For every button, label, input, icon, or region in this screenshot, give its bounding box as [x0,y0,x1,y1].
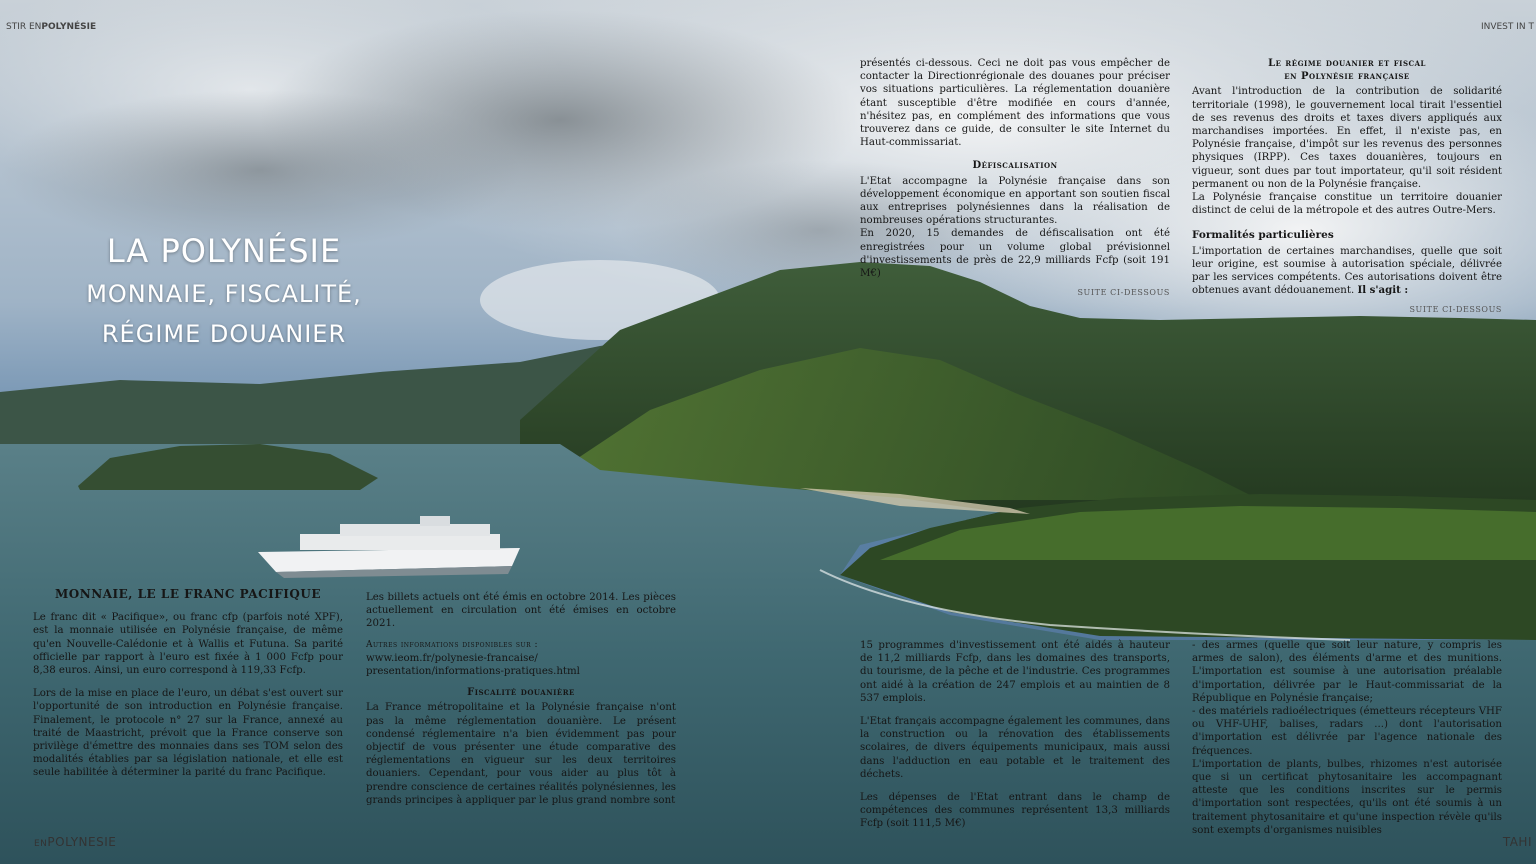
plants-paragraph: L'importation de plants, bulbes, rhizomes n'est autorisée que si un certificat phytosanitaire les accompagnant atteste que les conditions inscrites sur le permis d'importation sont respectées, qu'ils ont été soumis à un traitement phytosanitaire et qu'une inspection révèle qu'ils sont exempts d'organismes nuisibles [1192,758,1502,836]
monnaie-heading: MONNAIE, LE LE FRANC PACIFIQUE [55,587,321,601]
hero-subtitle-line2: RÉGIME DOUANIER [101,320,347,348]
hero-title: LA POLYNÉSIE [106,232,342,270]
bottom-column-4 [1192,639,1502,847]
top-mid-column [860,57,1170,299]
suite-label-mid: SUITE CI-DESSOUS [1077,288,1170,298]
hero-subtitle-line1: MONNAIE, FISCALITÉ, [86,280,362,308]
suite-label-right: SUITE CI-DESSOUS [1409,305,1502,315]
formalites-heading: Formalités particulières [1192,229,1334,242]
intro-paragraph: présentés ci-dessous. Ceci ne doit pas vous empêcher de contacter la Directionrégionale des douanes pour préciser vos situations particulières. La réglementation douanière étant susceptible d'être modifiée en cours d'année, n'hésitez pas, en complément des informations que vous trouverez dans ce guide, de consulter le site Internet du Haut-commissariat. [860,58,1170,149]
running-header-left: STIR ENPOLYNÉSIE [6,22,97,32]
info-label: Autres informations disponibles sur : [366,639,538,650]
info-url-link[interactable]: www.ieom.fr/polynesie-francaise/ presentation/informations-pratiques.html [366,652,580,678]
radio-paragraph: - des matériels radioélectriques (émetteurs récepteurs VHF ou VHF-UHF, balises, radars ...) dont l'autorisation d'importation est délivrée par l'agence nationale des fréquences. [1192,706,1502,757]
bottom-column-1 [33,588,343,790]
regime-heading: Le régime douanier et fiscal en Polynésie française [1268,58,1426,83]
footer-left: ENPOLYNESIE [34,835,117,849]
armes-paragraph: - des armes (quelle que soit leur nature, y compris les armes de salon), des éléments d'arme et des munitions. L'importation est soumise à une autorisation préalable d'importation, délivrée par le Haut-commissariat de la République en Polynésie française; [1192,640,1502,704]
running-header-right: INVEST IN T [1480,22,1534,32]
communes-paragraph: L'Etat français accompagne également les communes, dans la construction ou la rénovation des établissements scolaires, de divers équipements municipaux, mais aussi dans l'adduction en eau potable et le traitement des déchets. [860,716,1170,780]
monnaie-paragraph-2: Lors de la mise en place de l'euro, un débat s'est ouvert sur l'opportunité de son introduction en Polynésie française. Finalement, le protocole n° 27 sur la France, annexé au traité de Maastricht, prévoit que la France conserve son privilège d'émettre des monnaies dans ses TOM selon des modalités établies par sa législation nationale, et elle est seule habilitée à déterminer la parité du franc Pacifique. [33,688,343,779]
fiscalite-paragraph: La France métropolitaine et la Polynésie française n'ont pas la même réglementation douanière. Le présent condensé réglementaire n'a bien évidemment pas pour objectif de vous présenter une étude comparative des réglementations en vigueur sur les deux territoires douaniers. Cependant, pour vous aider au plus tôt à prendre conscience de certaines réalités polynésiennes, les grands principes à appliquer par le plus grand nombre sont [366,702,676,806]
defisc-paragraph-2: En 2020, 15 demandes de défiscalisation ont été enregistrées pour un volume global prévisionnel d'investissements de près de 22,9 milliards Fcfp (soit 191 M€) [860,228,1170,280]
programmes-paragraph: 15 programmes d'investissement ont été aidés à hauteur de 11,2 milliards Fcfp, dans les domaines des transports, du tourisme, de la pêche et de l'industrie. Ces programmes ont aidé à la création de 247 emplois et au maintien de 8 537 emplois. [860,640,1170,704]
footer-right: TAHI [1502,835,1532,849]
monnaie-paragraph-1: Le franc dit « Pacifique», ou franc cfp (parfois noté XPF), est la monnaie utilisée en Polynésie française, de même qu'en Nouvelle-Calédonie et à Wallis et Futuna. Sa parité officielle par rapport à l'euro est fixée à 1 000 Fcfp pour 8,38 euros. Ainsi, un euro correspond à 119,33 Fcfp. [33,612,343,677]
regime-paragraph-2: La Polynésie française constitue un territoire douanier distinct de celui de la métropole et des autres Outre-Mers. [1192,192,1502,217]
top-right-column [1192,57,1502,317]
bottom-column-3 [860,639,1170,841]
defisc-paragraph-1: L'Etat accompagne la Polynésie française dans son développement économique en apportant son soutien fiscal aux entreprises polynésiennes dans la réalisation de nombreuses opérations structurantes. [860,175,1170,227]
fiscalite-heading: Fiscalité douanière [467,687,575,699]
defiscalisation-heading: Défiscalisation [972,160,1058,172]
bottom-column-2 [366,591,676,817]
billets-paragraph: Les billets actuels ont été émis en octobre 2014. Les pièces actuellement en circulation ont été émises en octobre 2021. [366,592,676,630]
regime-paragraph-1: Avant l'introduction de la contribution de solidarité territoriale (1998), le gouvernement local tirait l'essentiel de ses revenus des droits et taxes divers appliqués aux marchandises importées. En effet, il n'existe pas, en Polynésie française, d'impôt sur les revenus des personnes physiques (IRPP). Ces taxes douanières, toujours en vigueur, sont dues par tout importateur, qu'il soit résident permanent ou non de la Polynésie française. [1192,86,1502,190]
depenses-paragraph: Les dépenses de l'Etat entrant dans le champ de compétences des communes représentent 13,3 milliards Fcfp (soit 111,5 M€) [860,792,1170,830]
formalites-paragraph: L'importation de certaines marchandises, quelle que soit leur origine, est soumise à autorisation spéciale, délivrée par les services compétents. Ces autorisations doivent être obtenues avant dédouanement. Il s'agit : [1192,245,1502,297]
